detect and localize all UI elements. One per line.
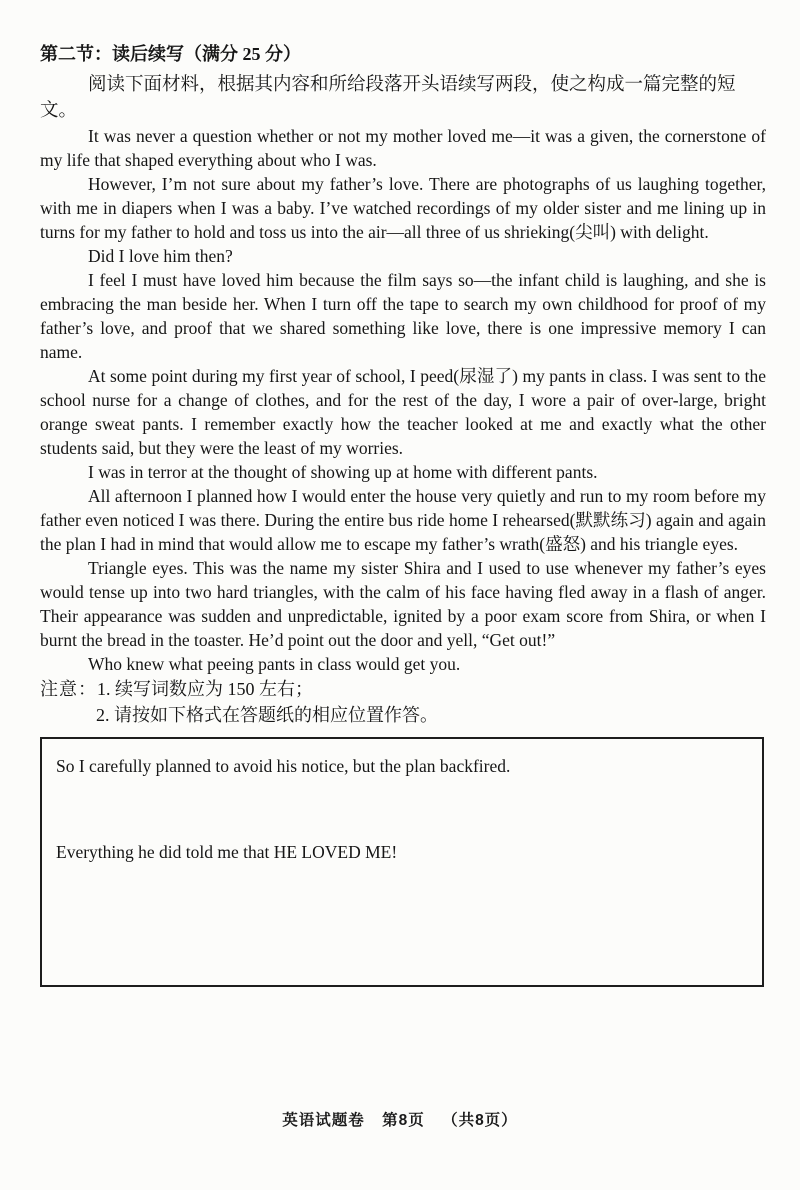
reading-passage: [40, 124, 766, 676]
footer-page-number: 第8页: [382, 1112, 425, 1129]
passage-paragraph: At some point during my first year of school, I peed(尿湿了) my pants in class. I was sent to the school nurse for a change of clothes, and for the rest of the day, I wore a pair of over-large, bright orange sweat pants. I remember exactly how the teacher looked at me and exactly what the other students said, but they were the least of my worries.: [40, 366, 766, 458]
footer-page-total: （共8页）: [442, 1112, 518, 1129]
passage-paragraph: All afternoon I planned how I would enter the house very quietly and run to my room before my father even noticed I was there. During the entire bus ride home I rehearsed(默默练习) again and again the plan I had in mind that would allow me to escape my father’s wrath(盛怒) and his triangle eyes.: [40, 486, 766, 554]
notes-section: [40, 676, 766, 728]
passage-paragraph: Did I love him then?: [88, 246, 233, 266]
answer-format-box: [40, 737, 764, 987]
passage-paragraph: Triangle eyes. This was the name my sister Shira and I used to use whenever my father’s eyes would tense up into two hard triangles, with the calm of his face having fled away in a flash of anger. Their appearance was sudden and unpredictable, ignited by a poor exam score from Shira, or when I burnt the bread in the toaster. He’d point out the door and yell, “Get out!”: [40, 558, 766, 650]
continuation-prompt-2: Everything he did told me that HE LOVED ME!: [56, 842, 398, 862]
note-item-1: [40, 676, 766, 702]
passage-paragraph: I feel I must have loved him because the film says so—the infant child is laughing, and she is embracing the man beside her. When I turn off the tape to search my own childhood for proof of my father’s love, and proof that we shared something like love, there is one impressive memory I can name.: [40, 270, 766, 362]
passage-paragraph: However, I’m not sure about my father’s love. There are photographs of us laughing together, with me in diapers when I was a baby. I’ve watched recordings of my older sister and me lining up in turns for my father to hold and toss us into the air—all three of us shrieking(尖叫) with delight.: [40, 174, 766, 242]
notes-label: 注意：: [40, 679, 97, 699]
passage-paragraph: It was never a question whether or not my mother loved me—it was a given, the cornerstone of my life that shaped everything about who I was.: [40, 126, 766, 170]
passage-paragraph: I was in terror at the thought of showing up at home with different pants.: [88, 462, 598, 482]
note-item-1-text: 1. 续写词数应为 150 左右；: [97, 679, 313, 699]
page-footer: [0, 1108, 800, 1130]
note-item-2: [96, 702, 766, 728]
continuation-prompt-1: So I carefully planned to avoid his notice, but the plan backfired.: [56, 756, 511, 776]
passage-paragraph: Who knew what peeing pants in class would get you.: [88, 654, 461, 674]
section-heading: 第二节：读后续写（满分 25 分）: [40, 44, 301, 64]
note-item-2-text: 2. 请按如下格式在答题纸的相应位置作答。: [96, 705, 438, 725]
footer-booklet-title: 英语试题卷: [282, 1112, 365, 1129]
task-instruction: 阅读下面材料，根据其内容和所给段落开头语续写两段，使之构成一篇完整的短文。: [40, 75, 736, 121]
